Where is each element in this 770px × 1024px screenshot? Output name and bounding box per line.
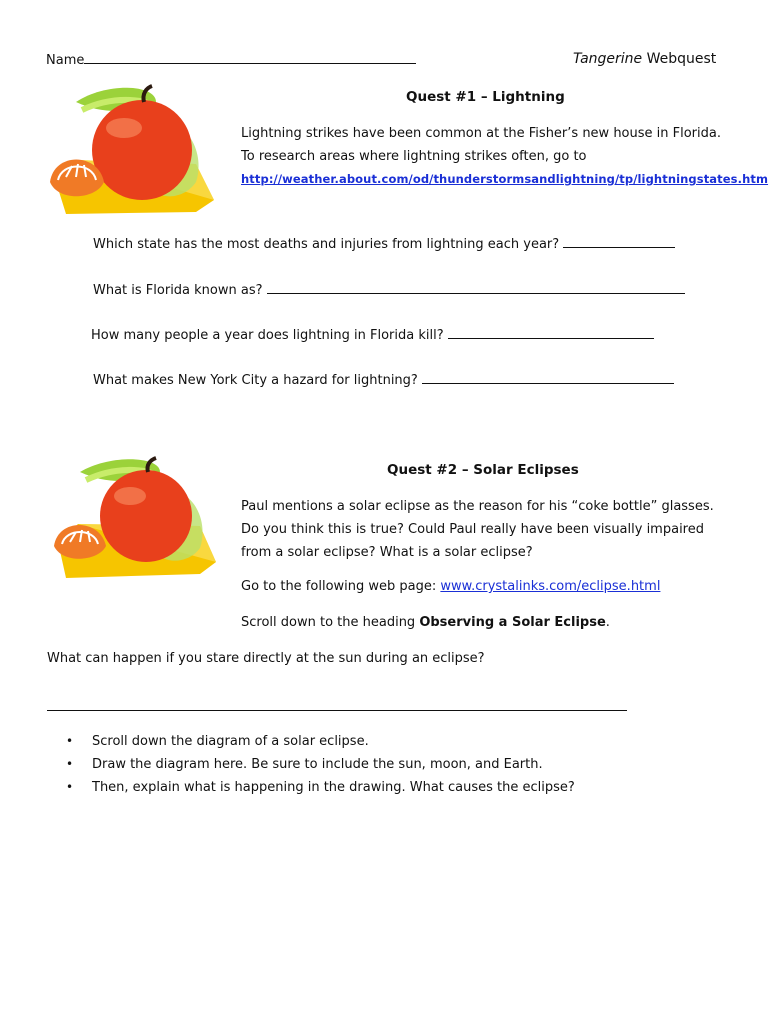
bullet-icon: • bbox=[66, 757, 74, 771]
bullet-text: Scroll down the diagram of a solar eclipse. bbox=[92, 734, 369, 749]
question-text: What is Florida known as? bbox=[93, 283, 263, 298]
quest1-intro bbox=[241, 122, 768, 191]
quest1-question-4 bbox=[93, 371, 674, 388]
quest1-question-2 bbox=[93, 281, 685, 298]
answer-line[interactable] bbox=[448, 326, 654, 339]
name-line[interactable] bbox=[84, 51, 416, 64]
scroll-prefix: Scroll down to the heading bbox=[241, 615, 420, 630]
question-text: Which state has the most deaths and injuries from lightning each year? bbox=[93, 237, 560, 252]
crystalinks-link[interactable]: www.crystalinks.com/eclipse.html bbox=[440, 579, 661, 594]
quest2-bullet-list bbox=[66, 730, 575, 799]
bullet-text: Then, explain what is happening in the drawing. What causes the eclipse? bbox=[92, 780, 575, 795]
tangerine-body bbox=[100, 470, 192, 562]
quest1-intro-line1: Lightning strikes have been common at the Fisher’s new house in Florida. bbox=[241, 126, 721, 141]
quest2-goto bbox=[241, 579, 660, 594]
bullet-text: Draw the diagram here. Be sure to include the sun, moon, and Earth. bbox=[92, 757, 543, 772]
scroll-heading: Observing a Solar Eclipse bbox=[419, 615, 606, 630]
webquest-title-rest: Webquest bbox=[642, 51, 717, 67]
quest2-question: What can happen if you stare directly at the sun during an eclipse? bbox=[47, 651, 485, 666]
quest2-scroll-instruction bbox=[241, 615, 610, 630]
answer-line[interactable] bbox=[267, 281, 685, 294]
bullet-icon: • bbox=[66, 780, 74, 794]
quest1-question-1 bbox=[93, 235, 675, 252]
question-text: What makes New York City a hazard for lightning? bbox=[93, 373, 418, 388]
name-field[interactable] bbox=[46, 51, 416, 68]
quest2-intro-line3: from a solar eclipse? What is a solar eclipse? bbox=[241, 545, 533, 560]
webquest-title-italic: Tangerine bbox=[573, 51, 643, 67]
answer-line[interactable] bbox=[563, 235, 675, 248]
question-text: How many people a year does lightning in Florida kill? bbox=[91, 328, 444, 343]
bullet-icon: • bbox=[66, 734, 74, 748]
scroll-suffix: . bbox=[605, 615, 610, 630]
quest2-intro bbox=[241, 495, 714, 564]
tangerine-clipart-icon bbox=[46, 82, 226, 222]
name-label: Name bbox=[46, 53, 85, 68]
quest2-intro-line2: Do you think this is true? Could Paul really have been visually impaired bbox=[241, 522, 704, 537]
quest1-title: Quest #1 – Lightning bbox=[406, 89, 565, 105]
goto-text: Go to the following web page: bbox=[241, 579, 441, 594]
quest1-intro-line2: To research areas where lightning strikes often, go to bbox=[241, 149, 587, 164]
answer-line[interactable] bbox=[422, 371, 674, 384]
quest1-question-3 bbox=[91, 326, 654, 343]
tangerine-clipart-icon bbox=[50, 456, 230, 586]
webquest-title bbox=[573, 51, 716, 67]
quest2-title: Quest #2 – Solar Eclipses bbox=[387, 462, 579, 478]
quest2-intro-line1: Paul mentions a solar eclipse as the reason for his “coke bottle” glasses. bbox=[241, 499, 714, 514]
list-item bbox=[66, 776, 575, 799]
list-item bbox=[66, 730, 575, 753]
quest2-answer-line[interactable] bbox=[47, 698, 627, 711]
tangerine-body bbox=[92, 100, 192, 200]
quest1-link[interactable]: http://weather.about.com/od/thunderstormsandlightning/tp/lightningstates.htm bbox=[241, 172, 769, 186]
list-item bbox=[66, 753, 575, 776]
